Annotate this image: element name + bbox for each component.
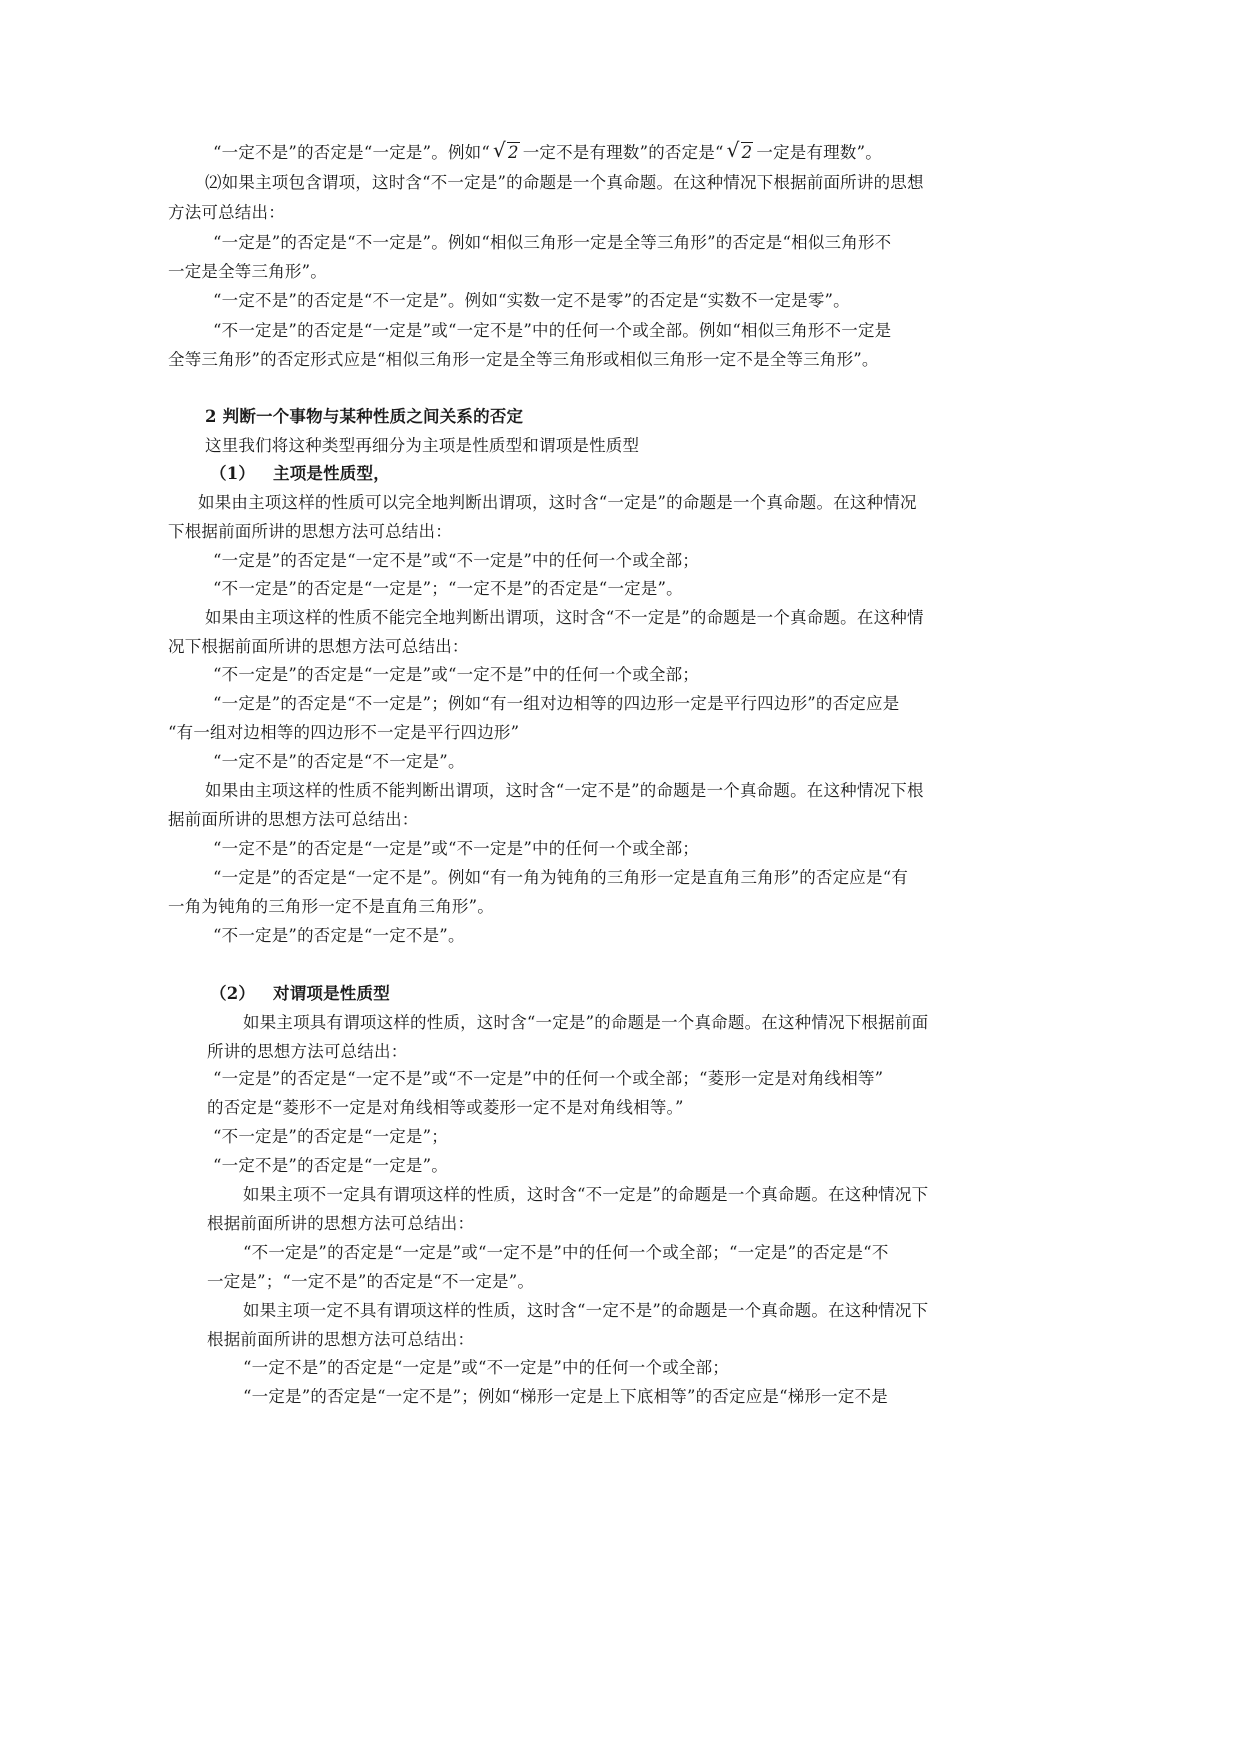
text-line: “一定不是”的否定是“不一定是”。例如“实数一定不是零”的否定是“实数不一定是零”。 <box>213 291 850 310</box>
radicand: 2 <box>507 143 519 162</box>
text-line: “不一定是”的否定是“一定是”或“一定不是”中的任何一个或全部； <box>213 665 700 684</box>
text-line: “不一定是”的否定是“一定是”；“一定不是”的否定是“一定是”。 <box>213 579 683 598</box>
section-heading: 2 判断一个事物与某种性质之间关系的否定 <box>205 407 524 426</box>
text-line: 方法可总结出： <box>168 203 285 222</box>
text-line: “一定不是”的否定是“一定是”或“不一定是”中的任何一个或全部； <box>213 839 700 858</box>
text-line: “有一组对边相等的四边形不一定是平行四边形” <box>168 723 520 742</box>
text-line: “不一定是”的否定是“一定是”或“一定不是”中的任何一个或全部。例如“相似三角形不一定是 <box>213 321 892 340</box>
radical-sign: √ <box>726 138 740 162</box>
text-line: “一定是”的否定是“一定不是”或“不一定是”中的任何一个或全部； <box>213 551 700 570</box>
text-line: 如果由主项这样的性质不能判断出谓项，这时含“一定不是”的命题是一个真命题。在这种情况下根 <box>205 781 924 800</box>
text-line: 一角为钝角的三角形一定不是直角三角形”。 <box>168 897 494 916</box>
text-line: ⑵如果主项包含谓项，这时含“不一定是”的命题是一个真命题。在这种情况下根据前面所讲的思想 <box>205 173 924 192</box>
text-line: “一定不是”的否定是“不一定是”。 <box>213 752 465 771</box>
text-line: “一定是”的否定是“不一定是”。例如“相似三角形一定是全等三角形”的否定是“相似三角形不 <box>213 233 892 252</box>
text-line: “一定是”的否定是“不一定是”；例如“有一组对边相等的四边形一定是平行四边形”的否定应是 <box>213 694 900 713</box>
text-line: 据前面所讲的思想方法可总结出： <box>168 810 419 829</box>
text-line: 如果主项具有谓项这样的性质，这时含“一定是”的命题是一个真命题。在这种情况下根据前面 <box>243 1013 929 1032</box>
subsection-heading: 对谓项是性质型 <box>273 984 390 1003</box>
text-segment: 一定不是有理数”的否定是“ <box>522 143 724 162</box>
text-segment: “一定不是”的否定是“一定是”。例如“ <box>213 143 490 162</box>
text-line: 根据前面所讲的思想方法可总结出： <box>207 1214 475 1233</box>
radicand: 2 <box>741 143 753 162</box>
text-line: “不一定是”的否定是“一定是”； <box>213 1127 448 1146</box>
radical-sign: √ <box>492 138 506 162</box>
text-line: 所讲的思想方法可总结出： <box>207 1042 408 1061</box>
text-line-1 <box>213 138 882 164</box>
text-line: 的否定是“菱形不一定是对角线相等或菱形一定不是对角线相等。” <box>207 1098 684 1117</box>
sqrt-expression <box>492 138 520 164</box>
text-segment: 一定是有理数”。 <box>756 143 882 162</box>
text-line: “一定不是”的否定是“一定是”或“不一定是”中的任何一个或全部； <box>243 1358 730 1377</box>
subsection-heading: 主项是性质型， <box>273 464 390 483</box>
text-line: “一定不是”的否定是“一定是”。 <box>213 1156 448 1175</box>
text-line: 一定是”；“一定不是”的否定是“不一定是”。 <box>207 1272 535 1291</box>
text-line: 根据前面所讲的思想方法可总结出： <box>207 1330 475 1349</box>
text-line: 这里我们将这种类型再细分为主项是性质型和谓项是性质型 <box>205 436 640 455</box>
text-line: “一定是”的否定是“一定不是”；例如“梯形一定是上下底相等”的否定应是“梯形一定不是 <box>243 1387 888 1406</box>
text-line: 一定是全等三角形”。 <box>168 262 327 281</box>
text-line: 全等三角形”的否定形式应是“相似三角形一定是全等三角形或相似三角形一定不是全等三角形”。 <box>168 350 879 369</box>
text-line: 如果主项一定不具有谓项这样的性质，这时含“一定不是”的命题是一个真命题。在这种情况下 <box>243 1301 929 1320</box>
text-line: 如果主项不一定具有谓项这样的性质，这时含“不一定是”的命题是一个真命题。在这种情况下 <box>243 1185 929 1204</box>
text-line: “一定是”的否定是“一定不是”。例如“有一角为钝角的三角形一定是直角三角形”的否定应是“有 <box>213 868 909 887</box>
text-line: “一定是”的否定是“一定不是”或“不一定是”中的任何一个或全部；“菱形一定是对角线相等” <box>213 1069 884 1088</box>
text-line: 下根据前面所讲的思想方法可总结出： <box>168 522 452 541</box>
sqrt-expression <box>726 138 754 164</box>
text-line: “不一定是”的否定是“一定不是”。 <box>213 926 465 945</box>
text-line: “不一定是”的否定是“一定是”或“一定不是”中的任何一个或全部；“一定是”的否定是“不 <box>243 1243 889 1262</box>
text-line: 如果由主项这样的性质可以完全地判断出谓项，这时含“一定是”的命题是一个真命题。在这种情况 <box>198 493 917 512</box>
text-line: 况下根据前面所讲的思想方法可总结出： <box>168 637 469 656</box>
subsection-number: （2） <box>210 984 256 1003</box>
text-line: 如果由主项这样的性质不能完全地判断出谓项，这时含“不一定是”的命题是一个真命题。在这种情 <box>205 608 924 627</box>
subsection-number: （1） <box>210 464 256 483</box>
